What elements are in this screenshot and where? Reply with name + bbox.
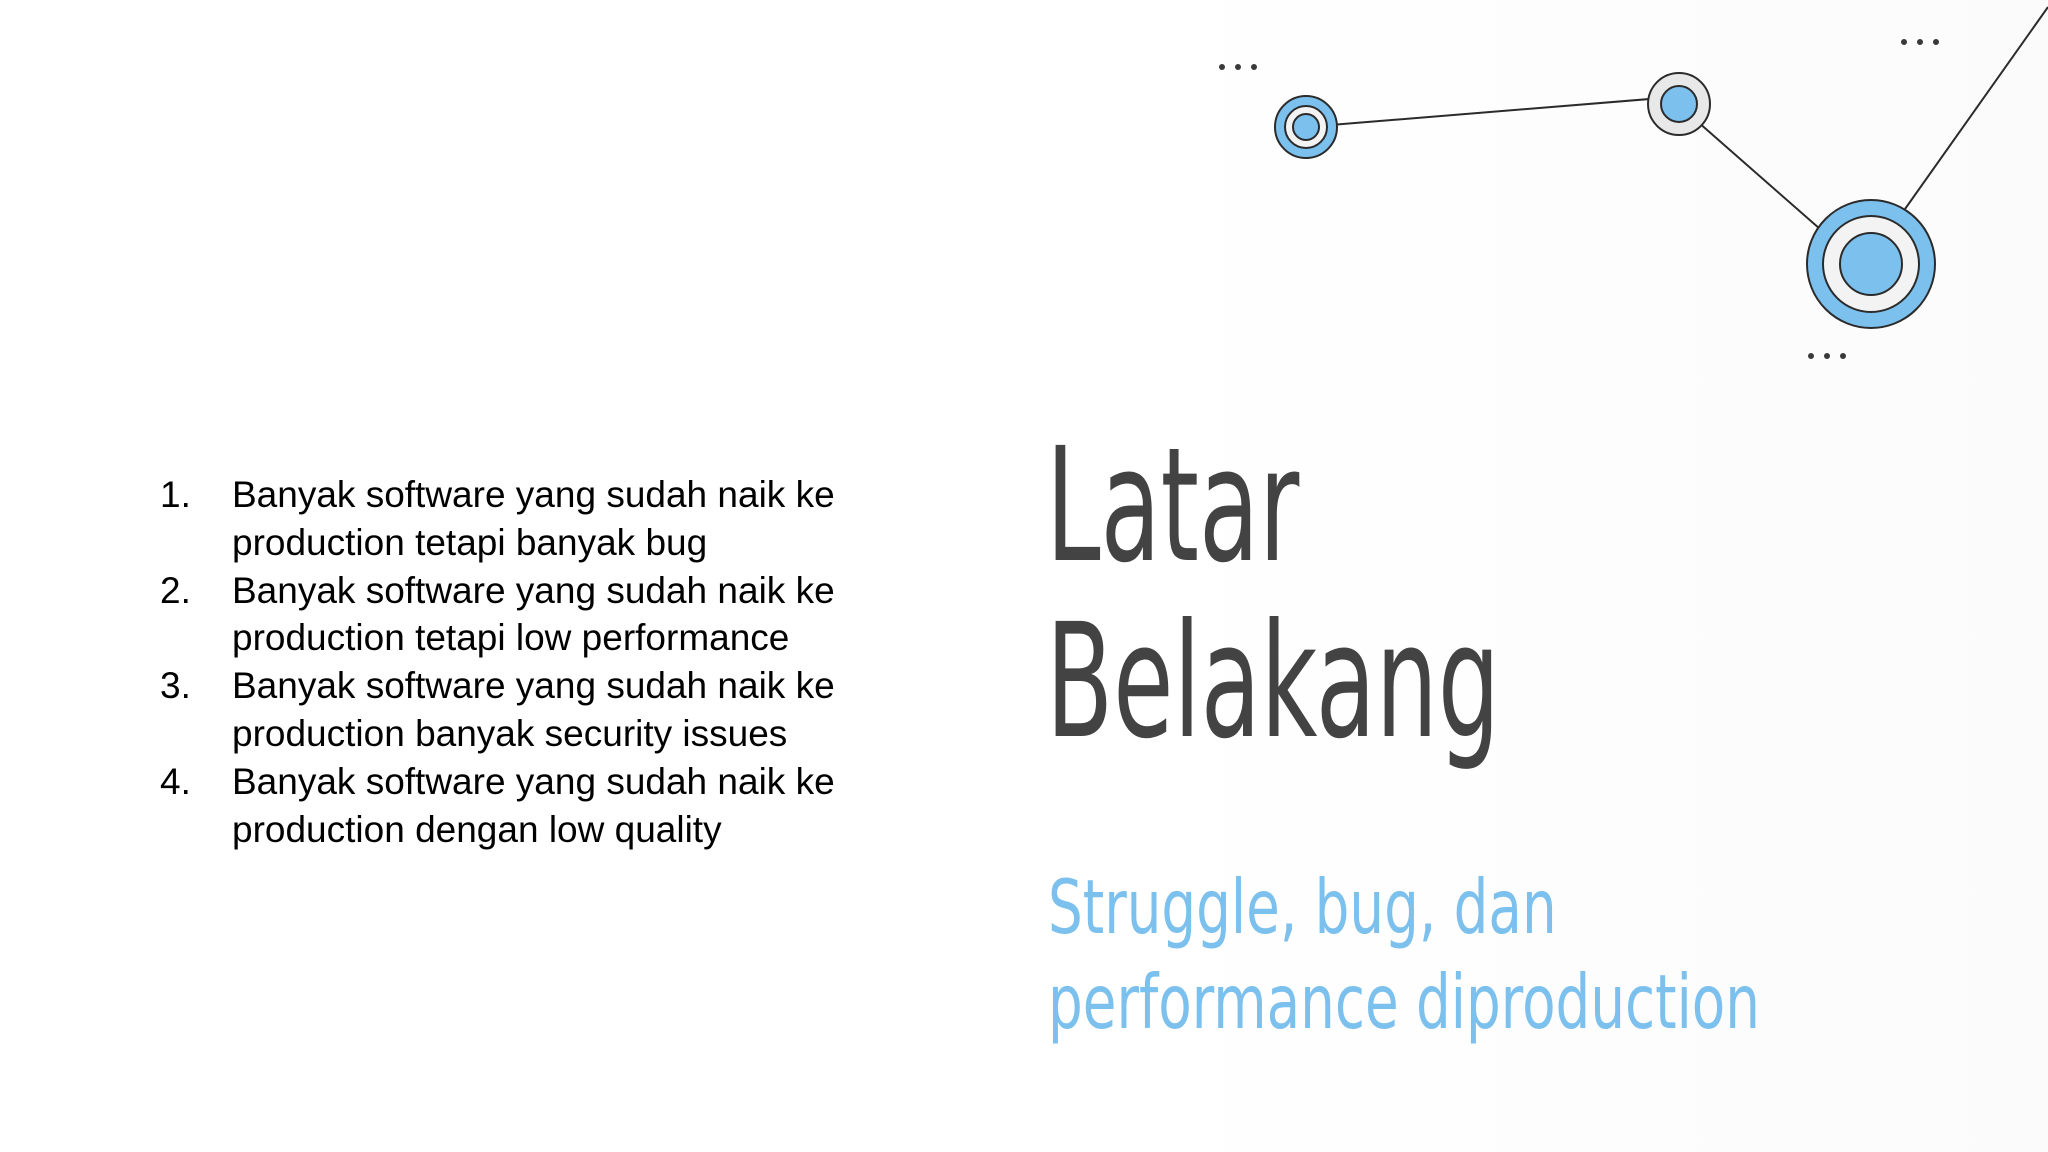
ellipsis-icon bbox=[1808, 353, 1846, 359]
list-item bbox=[160, 758, 920, 854]
list-item-number: 2. bbox=[160, 569, 191, 611]
background-issues-list bbox=[160, 471, 920, 853]
list-item bbox=[160, 471, 920, 567]
list-item-number: 1. bbox=[160, 474, 191, 515]
list-item-number: 4. bbox=[160, 760, 191, 802]
slide-title: Latar Belakang bbox=[1046, 414, 1501, 774]
ellipsis-icon bbox=[1901, 39, 1939, 45]
slide-subtitle: Struggle, bug, dan performance diproduction bbox=[1048, 863, 1761, 1046]
list-item-text: Banyak software yang sudah naik ke production tetapi banyak bug bbox=[232, 474, 835, 563]
list-item-text: Banyak software yang sudah naik ke production dengan low quality bbox=[232, 760, 835, 850]
connector-line bbox=[1698, 122, 1828, 236]
list-item bbox=[160, 662, 920, 758]
list-item-number: 3. bbox=[160, 665, 191, 707]
connector-line bbox=[1905, 7, 2048, 209]
network-node-icon bbox=[1807, 200, 1935, 328]
list-item-text: Banyak software yang sudah naik ke production tetapi low performance bbox=[232, 569, 835, 659]
ellipsis-icon bbox=[1219, 64, 1257, 70]
network-node-icon bbox=[1648, 73, 1710, 135]
network-node-icon bbox=[1275, 96, 1337, 158]
connector-line bbox=[1306, 98, 1662, 127]
list-item-text: Banyak software yang sudah naik ke production banyak security issues bbox=[232, 665, 835, 754]
list-item bbox=[160, 567, 920, 663]
